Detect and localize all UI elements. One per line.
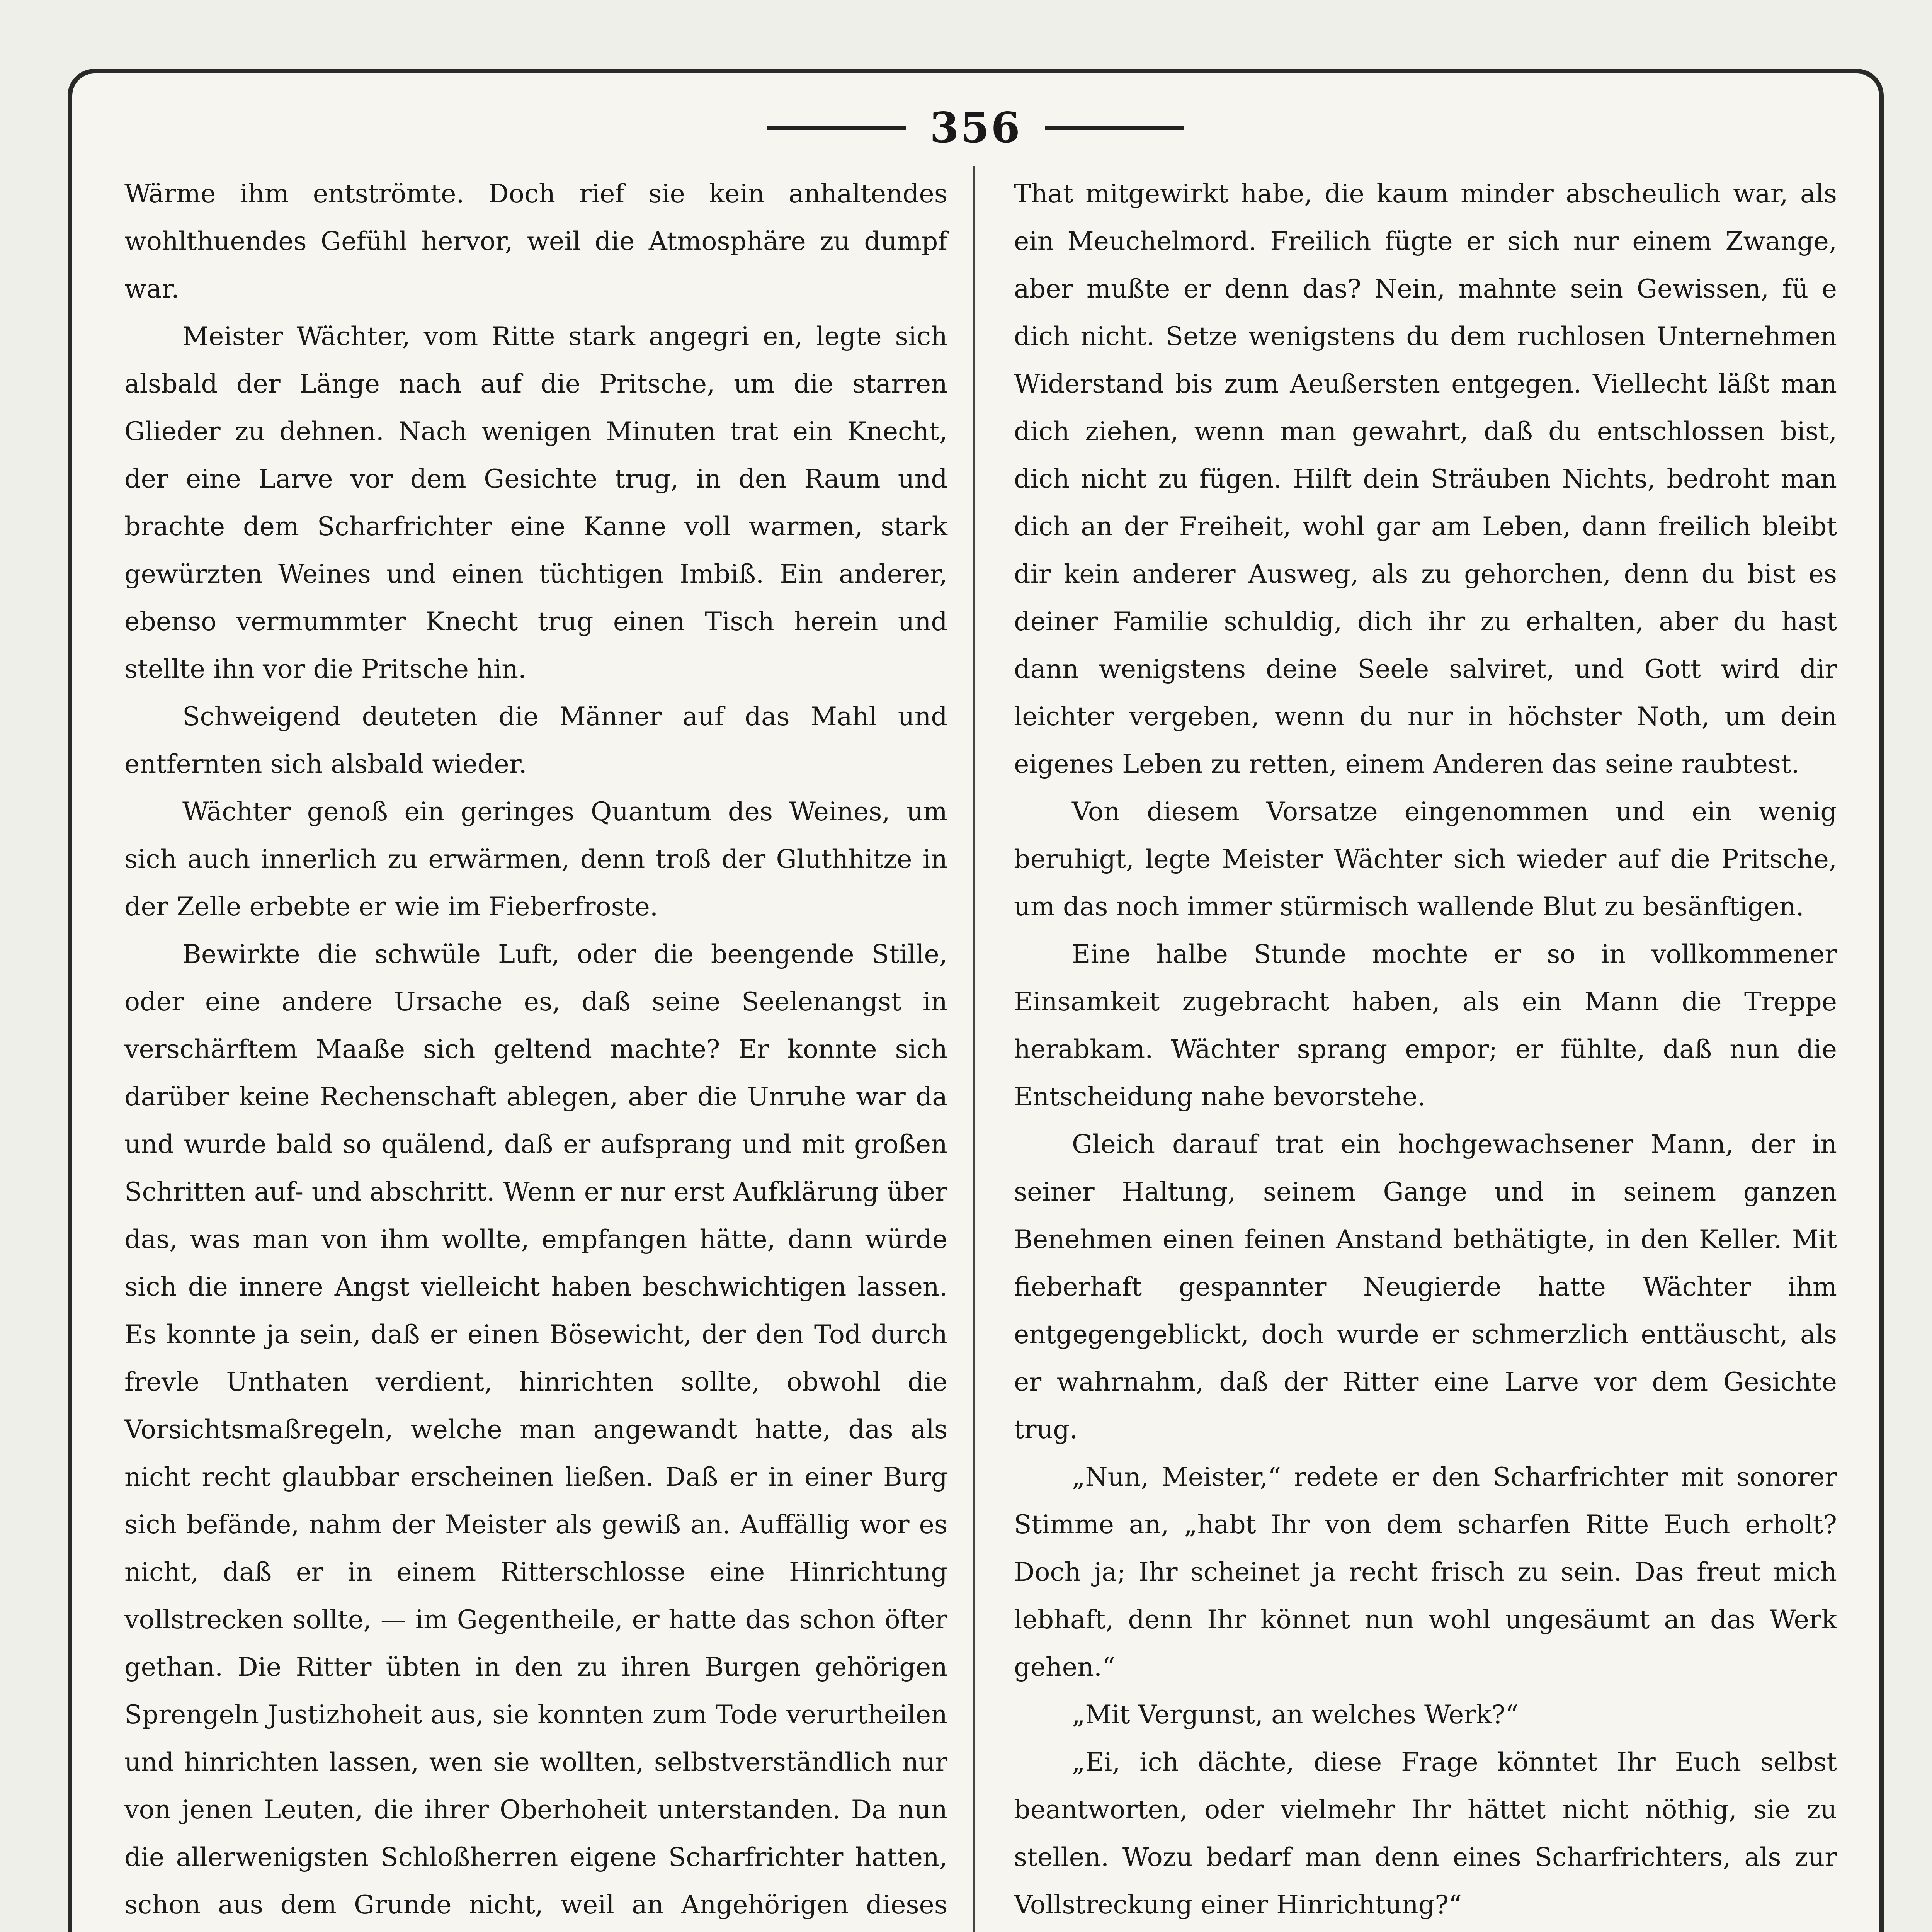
paragraph: Schweigend deuteten die Männer auf das Mahl und entfernten sich alsbald wieder. (124, 701, 947, 779)
paragraph: Eine halbe Stunde mochte er so in vollkommener Einsamkeit zugebracht haben, als ein Mann die Treppe herabkam. Wächter sprang empor; er fühlte, daß nun die Entscheidung nahe bevorstehe. (1014, 939, 1837, 1112)
paragraph: Wärme ihm entströmte. Doch rief sie kein anhaltendes wohlthuendes Gefühl hervor, weil die Atmosphäre zu dumpf war. (124, 179, 947, 304)
page-header (72, 104, 1879, 152)
column-divider (973, 166, 975, 1932)
paragraph: Meister Wächter, vom Ritte stark angegri en, legte sich alsbald der Länge nach auf die Pritsche, um die starren Glieder zu dehnen. Nach wenigen Minuten trat ein Knecht, der eine Larve vor dem Gesichte trug, in den Raum und brachte dem Scharfrichter eine Kanne voll warmen, stark gewürzten Weines und einen tüchtigen Imbiß. Ein anderer, ebenso vermummter Knecht trug einen Tisch herein und stellte ihn vor die Pritsche hin. (124, 321, 947, 684)
header-rule-left (767, 126, 906, 130)
paragraph: Von diesem Vorsatze eingenommen und ein wenig beruhigt, legte Meister Wächter sich wieder auf die Pritsche, um das noch immer stürmisch wallende Blut zu besänftigen. (1014, 796, 1837, 922)
newspaper-page (68, 69, 1884, 1932)
page-number: 356 (930, 104, 1022, 152)
right-column (1014, 170, 1837, 1932)
paragraph: Wächter genoß ein geringes Quantum des Weines, um sich auch innerlich zu erwärmen, denn troß der Gluthhitze in der Zelle erbebte er wie im Fieberfroste. (124, 796, 947, 922)
paragraph: Gleich darauf trat ein hochgewachsener Mann, der in seiner Haltung, seinem Gange und in seinem ganzen Benehmen einen feinen Anstand bethätigte, in den Keller. Mit fieberhaft gespannter Neugierde hatte Wächter ihm entgegengeblickt, doch wurde er schmerzlich enttäuscht, als er wahrnahm, daß der Ritter eine Larve vor dem Gesichte trug. (1014, 1129, 1837, 1444)
left-column (124, 170, 947, 1932)
header-rule-right (1045, 126, 1184, 130)
paragraph: „Ei, ich dächte, diese Frage könntet Ihr Euch selbst beantworten, oder vielmehr Ihr hättet nicht nöthig, sie zu stellen. Wozu bedarf man denn eines Scharfrichters, als zur Vollstreckung einer Hinrichtung?“ (1014, 1747, 1837, 1920)
paragraph: „Nun, Meister,“ redete er den Scharfrichter mit sonorer Stimme an, „habt Ihr von dem scharfen Ritte Euch erholt? Doch ja; Ihr scheinet ja recht frisch zu sein. Das freut mich lebhaft, denn Ihr könnet nun wohl ungesäumt an das Werk gehen.“ (1014, 1462, 1837, 1682)
paragraph: Bewirkte die schwüle Luft, oder die beengende Stille, oder eine andere Ursache es, daß seine Seelenangst in verschärftem Maaße sich geltend machte? Er konnte sich darüber keine Rechenschaft ablegen, aber die Unruhe war da und wurde bald so quälend, daß er aufsprang und mit großen Schritten auf- und abschritt. Wenn er nur erst Aufklärung über das, was man von ihm wollte, empfangen hätte, dann würde sich die innere Angst vielleicht haben beschwichtigen lassen. Es konnte ja sein, daß er einen Bösewicht, der den Tod durch frevle Unthaten verdient, hinrichten sollte, obwohl die Vorsichtsmaßregeln, welche man angewandt hatte, das als nicht recht glaubbar erscheinen ließen. Daß er in einer Burg sich befände, nahm der Meister als gewiß an. Auffällig wor es nicht, daß er in einem Ritterschlosse eine Hinrichtung vollstrecken sollte, — im Gegentheile, er hatte das schon öfter gethan. Die Ritter übten in den zu ihren Burgen gehörigen Sprengeln Justizhoheit aus, sie konnten zum Tode verurtheilen und hinrichten lassen, wen sie wollten, selbstverständlich nur von jenen Leuten, die ihrer Oberhoheit unterstanden. Da nun die allerwenigsten Schloßherren eigene Scharfrichter hatten, schon aus dem Grunde nicht, weil an Angehörigen dieses (124, 939, 947, 1920)
paragraph: „Mit Vergunst, an welches Werk?“ (1072, 1699, 1519, 1730)
paragraph: That mitgewirkt habe, die kaum minder abscheulich war, als ein Meuchelmord. Freilich fügte er sich nur einem Zwange, aber mußte er denn das? Nein, mahnte sein Gewissen, fü e dich nicht. Setze wenigstens du dem ruchlosen Unternehmen Widerstand bis zum Aeußersten entgegen. Viellecht läßt man dich ziehen, wenn man gewahrt, daß du entschlossen bist, dich nicht zu fügen. Hilft dein Sträuben Nichts, bedroht man dich an der Freiheit, wohl gar am Leben, dann freilich bleibt dir kein anderer Ausweg, als zu gehorchen, denn du bist es deiner Familie schuldig, dich ihr zu erhalten, aber du hast dann wenigstens deine Seele salviret, und Gott wird dir leichter vergeben, wenn du nur in höchster Noth, um dein eigenes Leben zu retten, einem Anderen das seine raubtest. (1014, 179, 1837, 779)
paragraph (1014, 1929, 1837, 1932)
